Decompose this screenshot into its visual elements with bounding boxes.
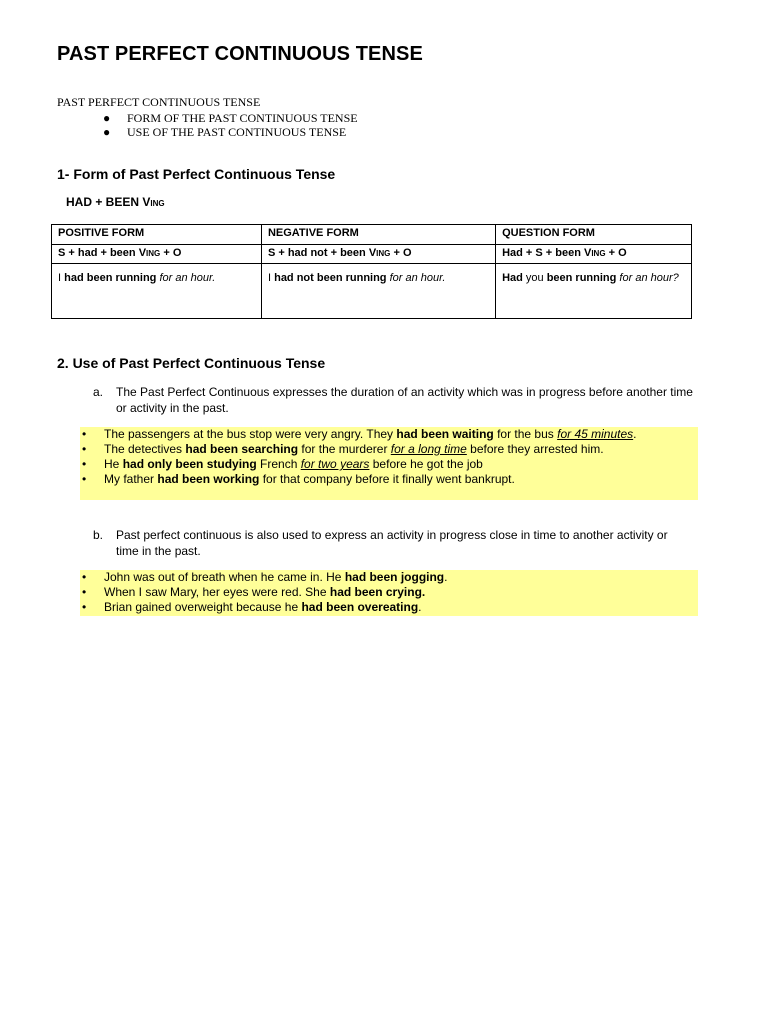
example-verb: had been jogging bbox=[344, 570, 445, 584]
example-text: I bbox=[267, 272, 275, 284]
formula bbox=[66, 195, 165, 209]
toc-item bbox=[103, 111, 358, 126]
example-text: for the murderer bbox=[298, 442, 391, 456]
example-text: . bbox=[444, 570, 448, 584]
forms-table bbox=[51, 224, 692, 319]
examples-box-a bbox=[80, 427, 698, 500]
bullet-icon: • bbox=[82, 442, 87, 456]
list-item bbox=[80, 570, 698, 585]
use-paragraph-b bbox=[93, 527, 693, 559]
header-question: QUESTION FORM bbox=[496, 225, 692, 245]
form-positive bbox=[52, 245, 262, 264]
example-text: you bbox=[522, 272, 547, 284]
form-sub: ING bbox=[376, 249, 391, 258]
toc-item bbox=[103, 125, 346, 140]
form-sub: ING bbox=[591, 249, 606, 258]
list-item bbox=[80, 457, 698, 472]
example-text: Brian gained overweight because he bbox=[104, 600, 302, 614]
use-paragraph-a bbox=[93, 384, 693, 416]
form-text: S + had not + been V bbox=[267, 247, 377, 259]
example-time: for an hour? bbox=[616, 272, 679, 284]
list-item bbox=[80, 442, 698, 457]
example-duration: for a long time bbox=[390, 442, 467, 456]
example-question bbox=[496, 264, 692, 319]
example-text: . bbox=[633, 427, 637, 441]
section-heading-form: 1- Form of Past Perfect Continuous Tense bbox=[57, 166, 336, 182]
bullet-icon: ● bbox=[103, 125, 111, 139]
form-text: + O bbox=[390, 247, 412, 259]
list-item bbox=[80, 472, 698, 487]
example-time: for an hour. bbox=[156, 272, 216, 284]
list-item bbox=[80, 600, 698, 615]
bullet-icon: • bbox=[82, 457, 87, 471]
example-verb: had been overeating bbox=[301, 600, 419, 614]
list-label: a. bbox=[93, 385, 104, 399]
example-text: for that company before it finally went bankrupt. bbox=[259, 472, 515, 486]
example-text: The passengers at the bus stop were very angry. They bbox=[104, 427, 397, 441]
example-verb: been running bbox=[546, 272, 617, 284]
header-positive: POSITIVE FORM bbox=[52, 225, 262, 245]
examples-box-b bbox=[80, 570, 698, 616]
bullet-icon: • bbox=[82, 472, 87, 486]
form-text: + O bbox=[605, 247, 627, 259]
example-verb: had only been studying bbox=[122, 457, 257, 471]
example-time: for an hour. bbox=[386, 272, 446, 284]
table-row bbox=[52, 264, 692, 319]
example-duration: for 45 minutes bbox=[557, 427, 634, 441]
bullet-icon: • bbox=[82, 600, 87, 614]
form-text: S + had + been V bbox=[58, 247, 147, 259]
example-text: My father bbox=[104, 472, 158, 486]
example-text: before they arrested him. bbox=[466, 442, 604, 456]
form-negative bbox=[261, 245, 495, 264]
example-verb: had been crying. bbox=[329, 585, 426, 599]
formula-sub: ING bbox=[150, 199, 165, 208]
form-question bbox=[496, 245, 692, 264]
formula-main: HAD + BEEN V bbox=[66, 195, 151, 209]
list-label: b. bbox=[93, 528, 104, 542]
example-text: French bbox=[256, 457, 301, 471]
example-verb: had been running bbox=[64, 272, 157, 284]
table-row bbox=[52, 245, 692, 264]
example-text: John was out of breath when he came in. He bbox=[104, 570, 345, 584]
paragraph-text: Past perfect continuous is also used to express an activity in progress close in time to another activity or time in the past. bbox=[116, 528, 668, 558]
toc-item-label: USE OF THE PAST CONTINUOUS TENSE bbox=[127, 125, 347, 139]
example-verb: Had bbox=[502, 272, 523, 284]
toc-item-label: FORM OF THE PAST CONTINUOUS TENSE bbox=[127, 111, 358, 125]
example-text: When I saw Mary, her eyes were red. She bbox=[104, 585, 330, 599]
toc-heading: PAST PERFECT CONTINUOUS TENSE bbox=[57, 95, 261, 109]
example-text: I bbox=[58, 272, 65, 284]
example-verb: had been waiting bbox=[396, 427, 494, 441]
paragraph-text: The Past Perfect Continuous expresses the duration of an activity which was in progress before another time or activity in the past. bbox=[116, 385, 693, 415]
example-text: for the bus bbox=[493, 427, 558, 441]
example-text: . bbox=[418, 600, 422, 614]
example-negative bbox=[261, 264, 495, 319]
example-positive bbox=[52, 264, 262, 319]
bullet-icon: • bbox=[82, 427, 87, 441]
example-verb: had been working bbox=[157, 472, 260, 486]
example-verb: had been searching bbox=[185, 442, 299, 456]
example-text: The detectives bbox=[104, 442, 186, 456]
bullet-icon: • bbox=[82, 570, 87, 584]
example-verb: had not been running bbox=[274, 272, 387, 284]
example-duration: for two years bbox=[300, 457, 370, 471]
form-text: + O bbox=[160, 247, 182, 259]
page-title: PAST PERFECT CONTINUOUS TENSE bbox=[57, 43, 423, 65]
header-negative: NEGATIVE FORM bbox=[261, 225, 495, 245]
form-text: Had + S + been V bbox=[502, 247, 592, 259]
example-text: He bbox=[104, 457, 123, 471]
section-heading-use: 2. Use of Past Perfect Continuous Tense bbox=[57, 355, 326, 371]
example-text: before he got the job bbox=[369, 457, 483, 471]
list-item bbox=[80, 585, 698, 600]
bullet-icon: • bbox=[82, 585, 87, 599]
bullet-icon: ● bbox=[103, 111, 111, 125]
list-item bbox=[80, 427, 698, 442]
table-header-row bbox=[52, 225, 692, 245]
form-sub: ING bbox=[146, 249, 161, 258]
